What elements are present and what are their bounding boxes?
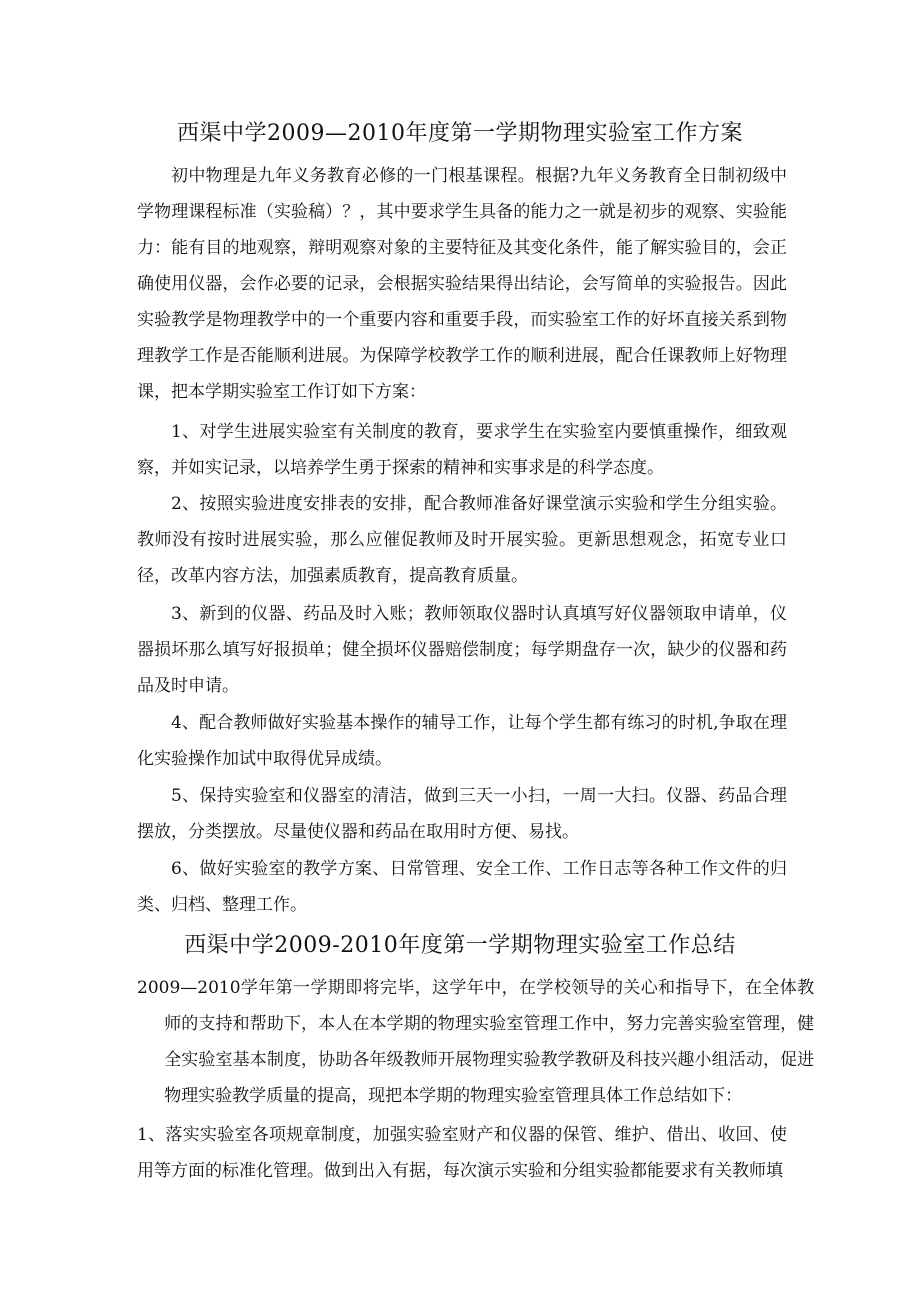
plan-item-1: 1、对学生进展实验室有关制度的教育，要求学生在实验室内要慎重操作，细致观察，并如实记录，以培养学生勇于探索的精神和实事求是的科学态度。	[137, 422, 787, 478]
summary-intro-paragraph: 2009—2010学年第一学期即将完毕，这学年中，在学校领导的关心和指导下，在全体教师的支持和帮助下，本人在本学期的物理实验室管理工作中，努力完善实验室管理，健全实验室基本制度，协助各年级教师开展物理实验教学教研及科技兴趣小组活动，促进物理实验教学质量的提高，现把本学期的物理实验室管理具体工作总结如下：	[137, 978, 815, 1106]
plan-item-2: 2、按照实验进度安排表的安排，配合教师准备好课堂演示实验和学生分组实验。教师没有按时进展实验，那么应催促教师及时开展实验。更新思想观念，拓宽专业口径，改革内容方法，加强素质教育，提高教育质量。	[137, 494, 787, 586]
summary-item-1: 1、落实实验室各项规章制度，加强实验室财产和仪器的保管、维护、借出、收回、使用等方面的标准化管理。做到出入有据，每次演示实验和分组实验都能要求有关教师填	[137, 1125, 787, 1181]
plan-item-5: 5、保持实验室和仪器室的清洁，做到三天一小扫，一周一大扫。仪器、药品合理摆放，分类摆放。尽量使仪器和药品在取用时方便、易找。	[137, 786, 787, 842]
plan-title: 西渠中学2009—2010年度第一学期物理实验室工作方案	[177, 121, 743, 146]
plan-item-4: 4、配合教师做好实验基本操作的辅导工作，让每个学生都有练习的时机,争取在理化实验操作加试中取得优异成绩。	[137, 713, 787, 769]
plan-intro-paragraph: 初中物理是九年义务教育必修的一门根基课程。根据?九年义务教育全日制初级中学物理课程标准（实验稿）？，其中要求学生具备的能力之一就是初步的观察、实验能力：能有目的地观察，辩明观察对象的主要特征及其变化条件，能了解实验目的，会正确使用仪器，会作必要的记录，会根据实验结果得出结论，会写简单的实验报告。因此实验教学是物理教学中的一个重要内容和重要手段，而实验室工作的好坏直接关系到物理教学工作是否能顺利进展。为保障学校教学工作的顺利进展，配合任课教师上好物理课，把本学期实验室工作订如下方案：	[137, 166, 787, 402]
plan-item-3: 3、新到的仪器、药品及时入账；教师领取仪器时认真填写好仪器领取申请单，仪器损坏那么填写好报损单；健全损坏仪器赔偿制度；每学期盘存一次，缺少的仪器和药品及时申请。	[137, 604, 787, 696]
summary-title: 西渠中学2009-2010年度第一学期物理实验室工作总结	[184, 933, 736, 958]
plan-item-6: 6、做好实验室的教学方案、日常管理、安全工作、工作日志等各种工作文件的归类、归档、整理工作。	[137, 859, 787, 915]
